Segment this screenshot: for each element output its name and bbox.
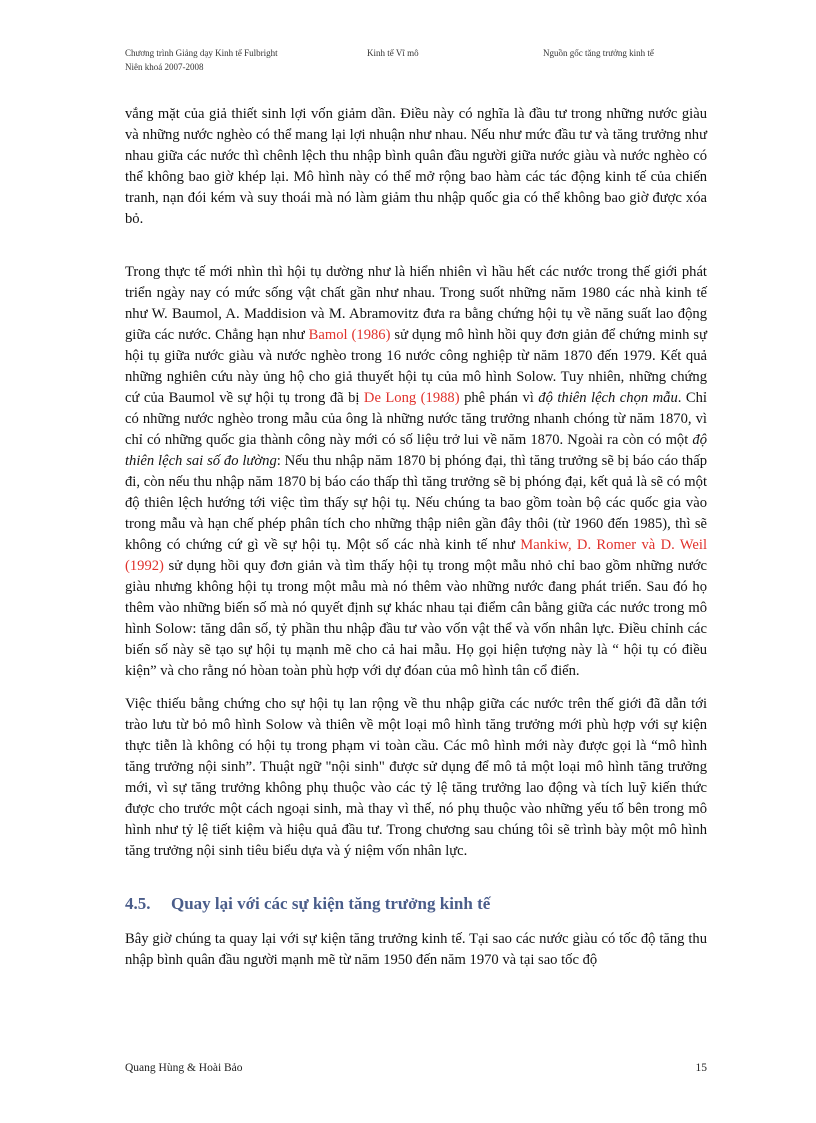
p2-text-6: sử dụng hồi quy đơn giản và tìm thấy hội tụ trong một mẫu nhỏ chỉ bao gồm những nước giàu nhưng không hội tụ trong một mẫu mà nó thêm vào những nước đang phát triển. Sau đó họ thêm vào những biến số mà nó quyết định sự khác nhau tại điểm cân bằng giữa các nước trong mô hình Solow: tăng dân số, tỷ phần thu nhập đầu tư vào vốn vật thể và vốn nhân lực. Điều chỉnh các biến số này sẽ tạo sự hội tụ mạnh mẽ cho cả hai mẫu. Họ gọi hiện tượng này là “ hội tụ có điều kiện” và cho rằng nó hòan toàn phù hợp với dự đóan của mô hình tân cổ điển. xyxy=(125,558,707,679)
p2-text-1: Trong thực tế mới nhìn thì hội tụ dường như là hiển nhiên vì hầu hết các nước trong thế giới phát triển ngày nay có mức sống vật chất gần như nhau. Trong suốt những năm 1980 các nhà kinh tế như W. Baumol, A. Maddision và M. Abramovitz đưa ra bằng chứng hội tụ về năng suất lao động giữa các nước. Chẳng hạn như xyxy=(125,264,707,343)
section-title: Quay lại với các sự kiện tăng trưởng kinh tế xyxy=(171,894,491,913)
paragraph-3: Việc thiếu bằng chứng cho sự hội tụ lan rộng về thu nhập giữa các nước trên thế giới đã dẫn tới trào lưu từ bỏ mô hình Solow và thiên về một loại mô hình tăng trưởng mới phù hợp với sự kiện thực tiễn là không có hội tụ trong phạm vi toàn cầu. Các mô hình mới này được gọi là “mô hình tăng trưởng nội sinh”. Thuật ngữ "nội sinh" được sử dụng để mô tả một loại mô hình tăng trưởng mới, vì sự tăng trưởng không phụ thuộc vào các tỷ lệ tăng trưởng lao động và tích luỹ kiến thức được cho trước một cách ngoại sinh, mà thay vì thế, nó phụ thuộc vào những yếu tố bên trong mô hình như tỷ lệ tiết kiệm và hiệu quả đầu tư. Trong chương sau chúng tôi sẽ trình bày một mô hình tăng trưởng nội sinh tiêu biểu dựa và ý niệm vốn nhân lực. xyxy=(125,696,707,859)
p2-text-3: phê phán vì xyxy=(459,390,539,406)
term-measurement-bias: độ thiên lệch sai số đo lường xyxy=(125,432,707,469)
citation-bamol[interactable]: Bamol (1986) xyxy=(308,327,391,343)
section-heading xyxy=(125,894,707,914)
citation-de-long[interactable]: De Long (1988) xyxy=(363,390,460,406)
program-name: Chương trình Giảng dạy Kinh tế Fulbright xyxy=(125,48,278,58)
footer-authors: Quang Hùng & Hoài Bảo xyxy=(125,1062,243,1074)
p2-text-4: . Chỉ có những nước nghèo trong mẫu của ông là những nước tăng trưởng nhanh chóng từ năm 1870, vì chỉ có những quốc gia thành công này mới có số liệu trở lui về năm 1870. Ngoài ra còn có một xyxy=(125,390,707,448)
page-number: 15 xyxy=(695,1062,707,1074)
course-name: Kinh tế Vĩ mô xyxy=(367,48,419,58)
academic-year: Niên khoá 2007-2008 xyxy=(125,62,204,72)
p2-text-5: : Nếu thu nhập năm 1870 bị phóng đại, thì tăng trưởng sẽ bị báo cáo thấp đi, còn nếu thu nhập năm 1870 bị báo cáo thấp thì tăng trưởng sẽ bị phóng đại, kết quả là sẽ có một độ thiên lệch hướng tới việc tìm thấy sự hội tụ. Nếu chúng ta bao gồm toàn bộ các quốc gia vào trong mẫu và hạn chế phép phân tích cho những thập niên gần đây thôi (từ 1960 đến 1985), thì sẽ không có chứng cứ gì về sự hội tụ. Một số các nhà kinh tế như xyxy=(125,453,707,553)
p2-text-2: sử dụng mô hình hồi quy đơn giản để chứng minh sự hội tụ giữa nước giàu và nước nghèo trong 16 nước công nghiệp từ năm 1870 đến 1979. Kết quả những nghiên cứu này ủng hộ cho giả thuyết hội tụ của mô hình Solow. Tuy nhiên, những chứng cứ của Baumol về sự hội tụ trong đã bị xyxy=(125,327,707,406)
page-header-left xyxy=(125,46,278,74)
paragraph-1: vắng mặt của giả thiết sinh lợi vốn giảm dần. Điều này có nghĩa là đầu tư trong những nước giàu và những nước nghèo có thể mang lại lợi nhuận như nhau. Nếu như mức đầu tư và tăng trưởng như nhau giữa các nước thì chênh lệch thu nhập bình quân đầu người giữa nước giàu và nước nghèo có thể không bao giờ khép lại. Mô hình này có thể mở rộng bao hàm các tác động kinh tế của chiến tranh, nạn đói kém và suy thoái mà nó làm giảm thu nhập quốc gia có thể không bao giờ được xóa bỏ. xyxy=(125,106,707,227)
paragraph-4: Bây giờ chúng ta quay lại với sự kiện tăng trưởng kinh tế. Tại sao các nước giàu có tốc độ tăng thu nhập bình quân đầu người mạnh mẽ từ năm 1950 đến năm 1970 và tại sao tốc độ xyxy=(125,931,707,968)
paragraph-2 xyxy=(125,262,707,682)
chapter-name: Nguồn gốc tăng trưởng kinh tế xyxy=(543,48,654,58)
page-body xyxy=(125,104,707,971)
citation-mankiw-romer-weil[interactable]: Mankiw, D. Romer và D. Weil (1992) xyxy=(125,537,708,574)
term-selection-bias: độ thiên lệch chọn mẫu xyxy=(538,390,678,406)
section-number: 4.5. xyxy=(125,894,151,913)
